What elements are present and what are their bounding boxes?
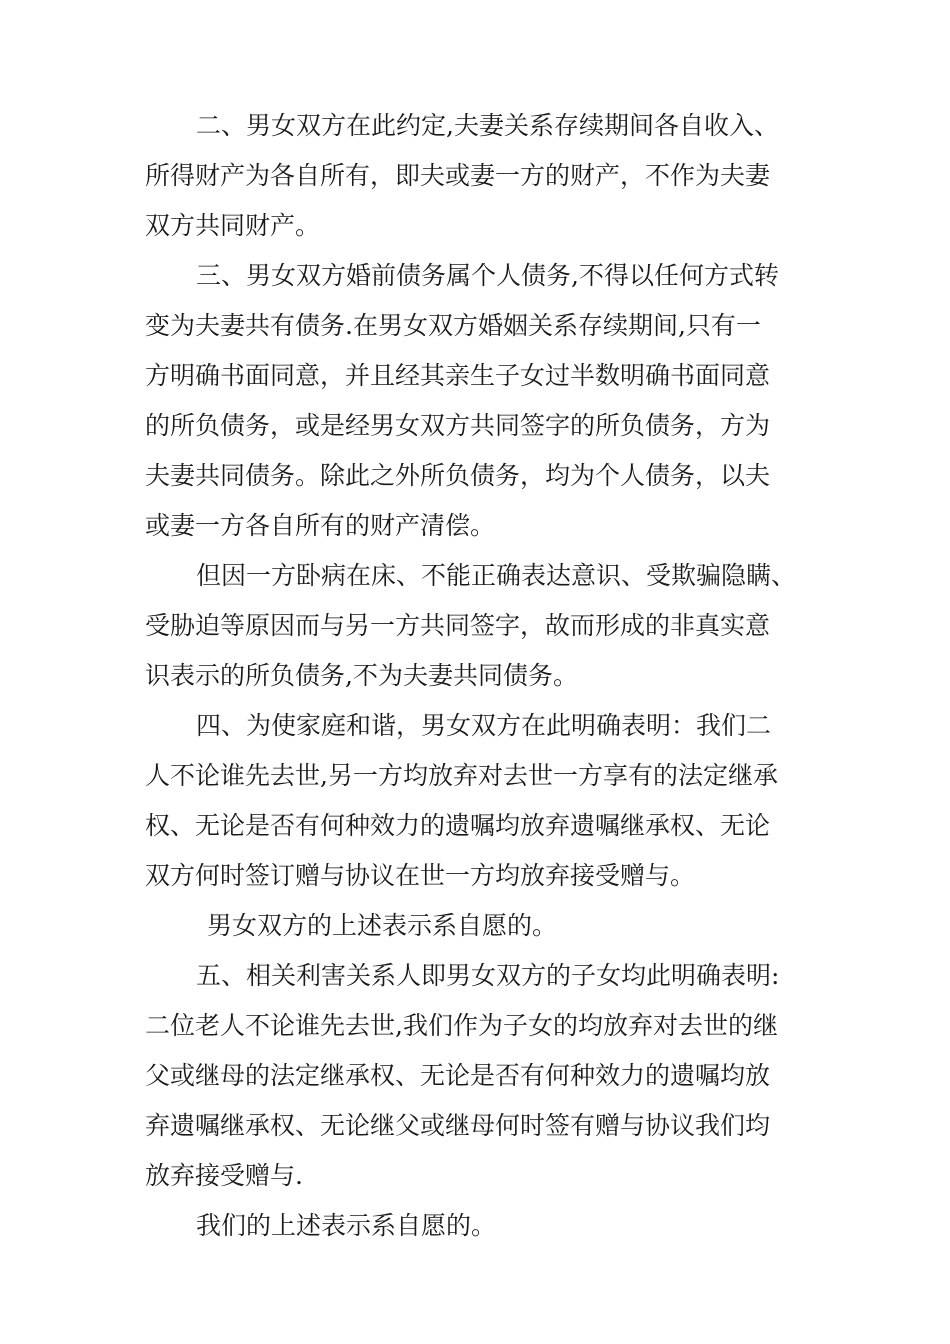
text-line: 方明确书面同意，并且经其亲生子女过半数明确书面同意 (145, 361, 771, 390)
text-line: 或妻一方各自所有的财产清偿。 (145, 511, 496, 540)
text-line: 二、男女双方在此约定,夫妻关系存续期间各自收入、 (196, 111, 779, 140)
text-line: 父或继母的法定继承权、无论是否有何种效力的遗嘱均放 (145, 1061, 771, 1090)
text-line: 三、男女双方婚前债务属个人债务,不得以任何方式转 (196, 261, 779, 290)
text-line: 放弃接受赠与. (145, 1161, 303, 1190)
paragraph-children-voluntary (145, 1201, 805, 1251)
paragraph-inheritance-waiver (145, 701, 805, 901)
paragraph-children-waiver (145, 951, 805, 1201)
text-line: 识表示的所负债务,不为夫妻共同债务。 (145, 661, 578, 690)
text-line: 弃遗嘱继承权、无论继父或继母何时签有赠与协议我们均 (145, 1111, 771, 1140)
text-line: 但因一方卧病在床、不能正确表达意识、受欺骗隐瞒、 (196, 561, 797, 590)
text-line: 双方共同财产。 (145, 211, 321, 240)
text-line: 权、无论是否有何种效力的遗嘱均放弃遗嘱继承权、无论 (145, 811, 771, 840)
text-line: 变为夫妻共有债务.在男女双方婚姻关系存续期间,只有一 (145, 311, 761, 340)
text-line: 夫妻共同债务。除此之外所负债务，均为个人债务，以夫 (145, 461, 771, 490)
text-line: 男女双方的上述表示系自愿的。 (207, 911, 558, 940)
text-line: 我们的上述表示系自愿的。 (196, 1211, 497, 1240)
text-line: 受胁迫等原因而与另一方共同签字，故而形成的非真实意 (145, 611, 771, 640)
paragraph-voluntary-statement (145, 901, 805, 951)
paragraph-property-agreement (145, 101, 805, 251)
text-line: 人不论谁先去世,另一方均放弃对去世一方享有的法定继承 (145, 761, 778, 790)
paragraph-debt-agreement (145, 251, 805, 551)
text-line: 四、为使家庭和谐，男女双方在此明确表明：我们二 (196, 711, 772, 740)
text-line: 二位老人不论谁先去世,我们作为子女的均放弃对去世的继 (145, 1011, 778, 1040)
text-line: 的所负债务，或是经男女双方共同签字的所负债务，方为 (145, 411, 771, 440)
text-line: 五、相关利害关系人即男女双方的子女均此明确表明: (196, 961, 780, 990)
text-line: 双方何时签订赠与协议在世一方均放弃接受赠与。 (145, 861, 696, 890)
text-line: 所得财产为各自所有，即夫或妻一方的财产，不作为夫妻 (145, 161, 771, 190)
document-page (145, 101, 805, 1251)
paragraph-debt-exception (145, 551, 805, 701)
